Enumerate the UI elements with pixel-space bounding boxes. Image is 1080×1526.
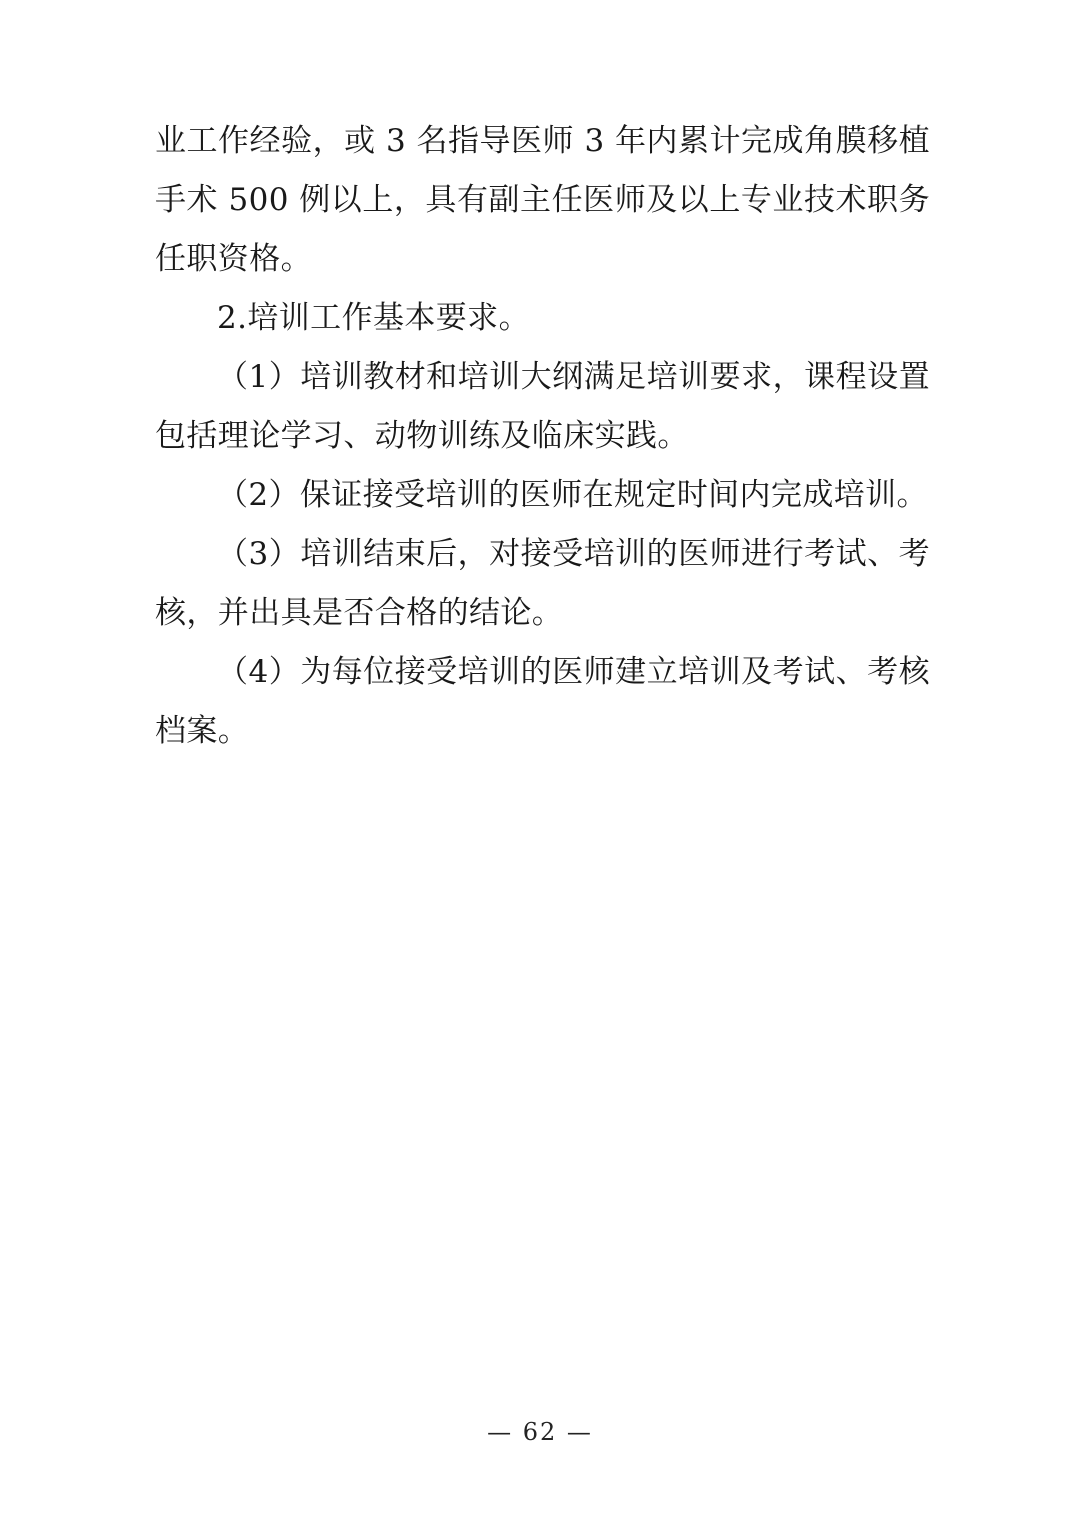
paragraph-item-4: （4）为每位接受培训的医师建立培训及考试、考核档案。: [155, 654, 930, 749]
paragraph-item-1: （1）培训教材和培训大纲满足培训要求，课程设置包括理论学习、动物训练及临床实践。: [155, 359, 930, 454]
paragraph-item-3: （3）培训结束后，对接受培训的医师进行考试、考核，并出具是否合格的结论。: [155, 536, 930, 631]
page-footer: [0, 1418, 1080, 1446]
paragraph-section-heading: 2.培训工作基本要求。: [217, 300, 530, 336]
document-body: [155, 112, 930, 761]
paragraph-item-2: （2）保证接受培训的医师在规定时间内完成培训。: [217, 477, 928, 513]
paragraph-continuation: 业工作经验，或 3 名指导医师 3 年内累计完成角膜移植手术 500 例以上，具有副主任医师及以上专业技术职务任职资格。: [155, 123, 930, 277]
page-number: — 62 —: [487, 1418, 593, 1446]
